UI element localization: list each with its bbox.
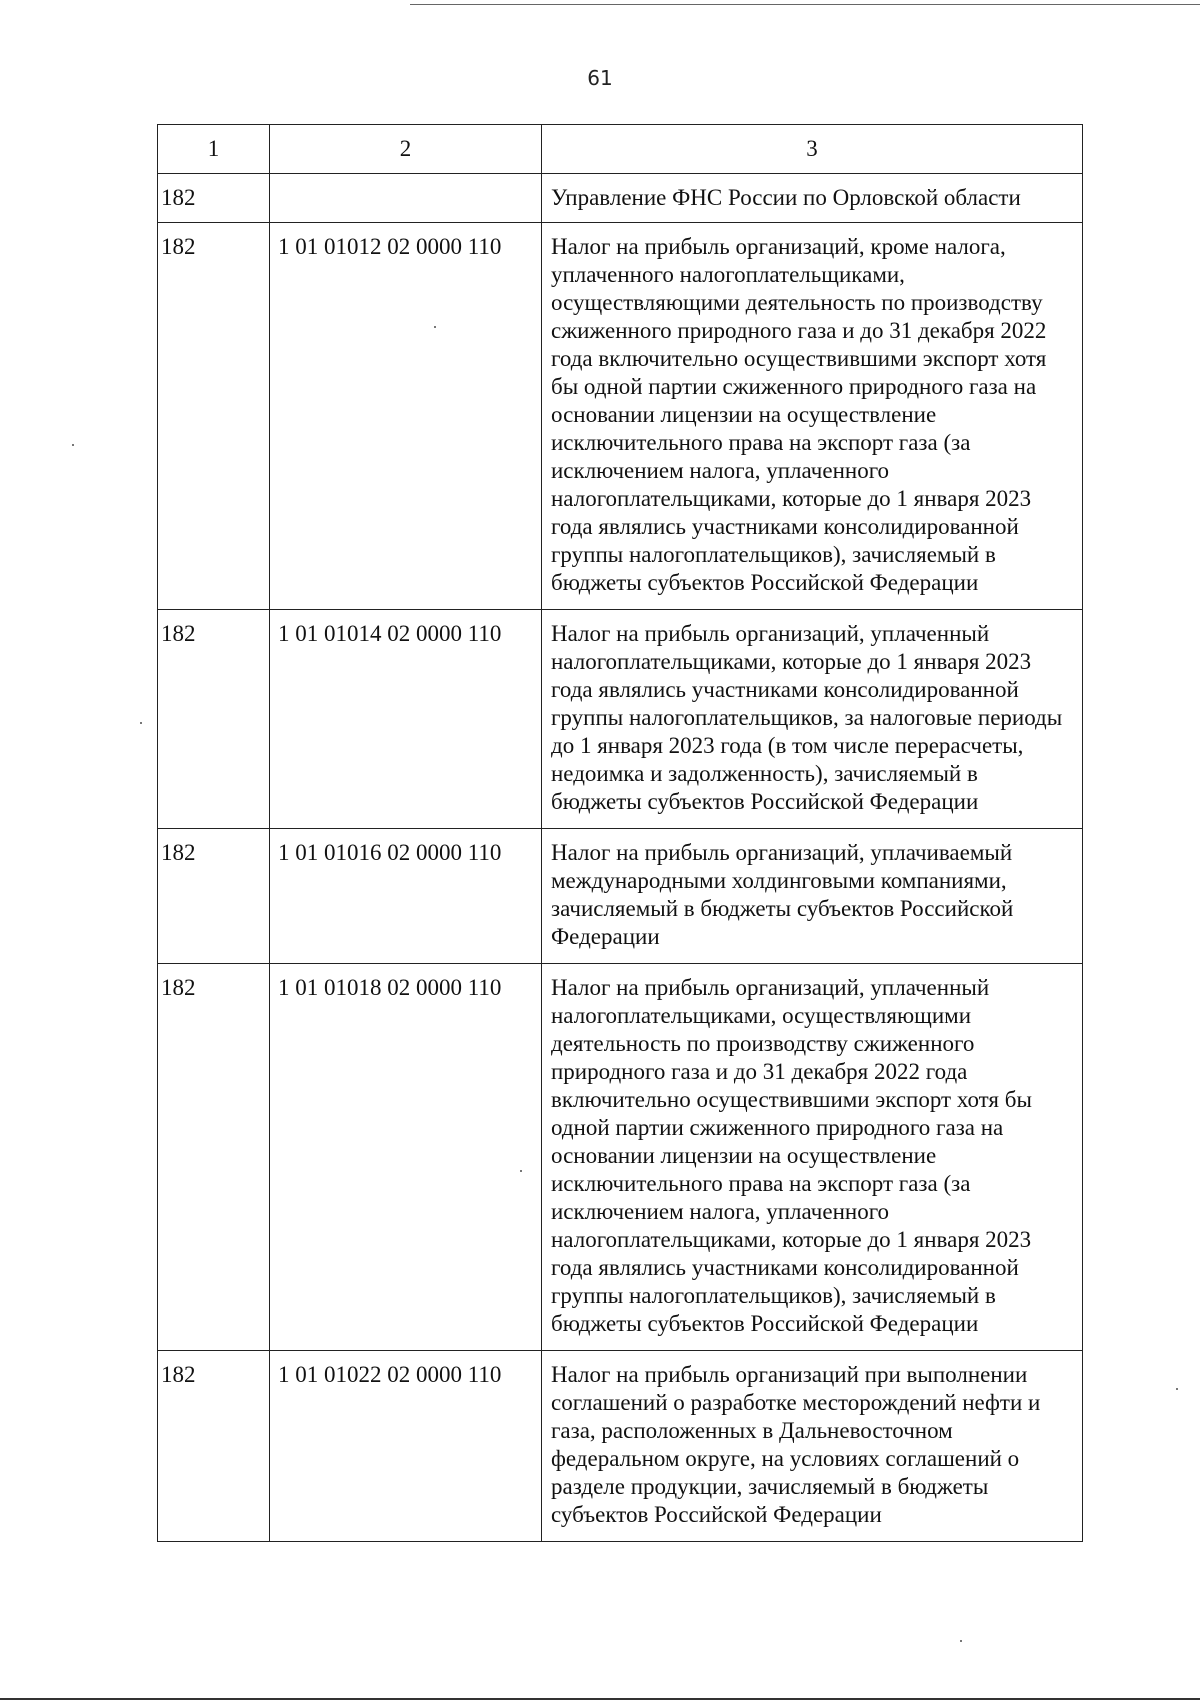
- budget-classification-code: 1 01 01012 02 0000 110: [270, 223, 542, 610]
- page-number: 61: [587, 66, 613, 90]
- table-row: [158, 964, 1083, 1351]
- scan-speck: [72, 444, 74, 446]
- scan-speck: [520, 1170, 522, 1172]
- administrator-code: 182: [158, 223, 270, 610]
- revenue-name: Управление ФНС России по Орловской области: [542, 174, 1083, 223]
- scan-speck: [960, 1640, 962, 1642]
- table-row: [158, 174, 1083, 223]
- revenue-name: Налог на прибыль организаций, уплаченный налогоплательщиками, которые до 1 января 2023 года являлись участниками консолидированной группы налогоплательщиков, за налоговые периоды до 1 января 2023 года (в том числе перерасчеты, недоимка и задолженность), зачисляемый в бюджеты субъектов Российской Федерации: [542, 610, 1083, 829]
- scan-speck: [1176, 1388, 1178, 1390]
- budget-classification-code: 1 01 01022 02 0000 110: [270, 1351, 542, 1542]
- revenue-name: Налог на прибыль организаций, уплаченный налогоплательщиками, осуществляющими деятельность по производству сжиженного природного газа и до 31 декабря 2022 года включительно осуществившими экспорт хотя бы одной партии сжиженного природного газа на основании лицензии на осуществление исключительного права на экспорт газа (за исключением налога, уплаченного налогоплательщиками, которые до 1 января 2023 года являлись участниками консолидированной группы налогоплательщиков), зачисляемый в бюджеты субъектов Российской Федерации: [542, 964, 1083, 1351]
- administrator-code: 182: [158, 964, 270, 1351]
- table-header-row: [158, 125, 1083, 174]
- table-row: [158, 1351, 1083, 1542]
- administrator-code: 182: [158, 610, 270, 829]
- administrator-code: 182: [158, 1351, 270, 1542]
- budget-classification-code: 1 01 01014 02 0000 110: [270, 610, 542, 829]
- table-row: [158, 610, 1083, 829]
- scan-speck: [434, 326, 436, 328]
- administrator-code: 182: [158, 174, 270, 223]
- revenue-name: Налог на прибыль организаций, уплачиваемый международными холдинговыми компаниями, зачисляемый в бюджеты субъектов Российской Федерации: [542, 829, 1083, 964]
- administrator-code: 182: [158, 829, 270, 964]
- column-header-3: 3: [542, 125, 1083, 174]
- table-row: [158, 829, 1083, 964]
- budget-classification-code: 1 01 01018 02 0000 110: [270, 964, 542, 1351]
- budget-classification-code: [270, 174, 542, 223]
- budget-classification-code: 1 01 01016 02 0000 110: [270, 829, 542, 964]
- column-header-1: 1: [158, 125, 270, 174]
- column-header-2: 2: [270, 125, 542, 174]
- scan-speck: [140, 722, 142, 724]
- scan-bottom-rule: [0, 1698, 1200, 1700]
- revenue-name: Налог на прибыль организаций, кроме налога, уплаченного налогоплательщиками, осуществляющими деятельность по производству сжиженного природного газа и до 31 декабря 2022 года включительно осуществившими экспорт хотя бы одной партии сжиженного природного газа на основании лицензии на осуществление исключительного права на экспорт газа (за исключением налога, уплаченного налогоплательщиками, которые до 1 января 2023 года являлись участниками консолидированной группы налогоплательщиков), зачисляемый в бюджеты субъектов Российской Федерации: [542, 223, 1083, 610]
- scan-top-rule: [410, 4, 1200, 5]
- table-row: [158, 223, 1083, 610]
- revenue-codes-table: [157, 124, 1083, 1542]
- revenue-name: Налог на прибыль организаций при выполнении соглашений о разработке месторождений нефти и газа, расположенных в Дальневосточном федеральном округе, на условиях соглашений о разделе продукции, зачисляемый в бюджеты субъектов Российской Федерации: [542, 1351, 1083, 1542]
